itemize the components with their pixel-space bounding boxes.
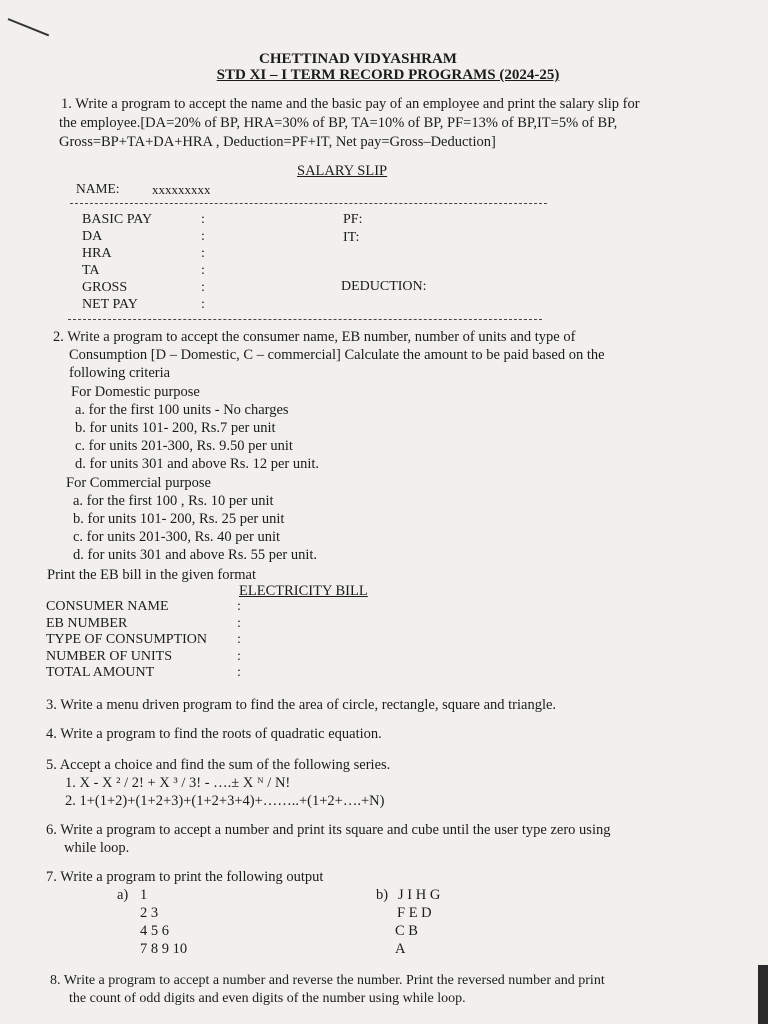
bill-row: CONSUMER NAME	[46, 599, 169, 614]
bill-row: TYPE OF CONSUMPTION	[46, 632, 208, 648]
salary-row: BASIC PAY	[82, 212, 153, 227]
print-line: Print the EB bill in the given format	[47, 567, 257, 583]
domestic-title: For Domestic purpose	[71, 384, 200, 400]
bill-rows	[46, 599, 207, 682]
pattern-b-row-2: F E D	[397, 905, 432, 921]
q8-line2: the count of odd digits and even digits of the number using while loop.	[69, 991, 466, 1006]
colon: :	[201, 297, 205, 312]
commercial-list	[73, 492, 317, 564]
salary-colons	[201, 211, 205, 313]
colon: :	[237, 599, 241, 614]
electricity-bill-title: ELECTRICITY BILL	[239, 583, 368, 599]
colon: :	[237, 615, 241, 631]
q7-line1: 7. Write a program to print the following output	[46, 869, 324, 885]
colon: :	[201, 212, 205, 227]
pattern-row: 2 3	[140, 905, 159, 921]
pattern-b-row-4: A	[395, 941, 406, 957]
q3-text: 3. Write a menu driven program to find the area of circle, rectangle, square and triangle.	[46, 697, 557, 713]
q8-line1: 8. Write a program to accept a number and reverse the number. Print the reversed number and print	[50, 973, 605, 988]
colon: :	[237, 665, 241, 681]
q1-line3: Gross=BP+TA+DA+HRA , Deduction=PF+IT, Net pay=Gross–Deduction]	[59, 134, 496, 150]
salary-rows	[82, 211, 152, 313]
it-label: IT:	[343, 230, 360, 245]
q2-line3: following criteria	[69, 365, 171, 381]
list-item: a. for the first 100 units - No charges	[75, 402, 289, 418]
bill-row: TOTAL AMOUNT	[46, 665, 155, 681]
name-label: NAME:	[76, 181, 120, 196]
q4-text: 4. Write a program to find the roots of quadratic equation.	[46, 726, 382, 742]
name-value: xxxxxxxxx	[152, 182, 211, 197]
pattern-b-row-1: J I H G	[398, 887, 441, 903]
school-title: CHETTINAD VIDYASHRAM	[259, 51, 457, 67]
pattern-row: 7 8 9 10	[140, 941, 188, 957]
deduction-label: DEDUCTION:	[341, 279, 427, 294]
colon: :	[201, 263, 205, 278]
q6-line2: while loop.	[64, 840, 130, 856]
record-subtitle: STD XI – I TERM RECORD PROGRAMS (2024-25)	[216, 67, 560, 83]
list-item: a. for the first 100 , Rs. 10 per unit	[73, 493, 274, 509]
pattern-a-label: a)	[117, 887, 129, 903]
divider	[70, 203, 547, 204]
pattern-row: 1	[140, 887, 148, 903]
salary-row: TA	[82, 263, 100, 278]
commercial-title: For Commercial purpose	[66, 475, 211, 491]
list-item: c. for units 201-300, Rs. 9.50 per unit	[75, 438, 293, 454]
q5-series-1: 1. X - X ² / 2! + X ³ / 3! - ….± X ᴺ / N!	[65, 775, 291, 791]
list-item: d. for units 301 and above Rs. 55 per unit.	[73, 547, 318, 563]
q5-series-2: 2. 1+(1+2)+(1+2+3)+(1+2+3+4)+……..+(1+2+….+N)	[65, 793, 385, 809]
bill-row: EB NUMBER	[46, 615, 128, 631]
q1-line2: the employee.[DA=20% of BP, HRA=30% of BP, TA=10% of BP, PF=13% of BP,IT=5% of BP,	[59, 115, 618, 131]
pen-mark	[8, 18, 50, 36]
colon: :	[237, 648, 241, 664]
domestic-list	[75, 401, 319, 473]
pattern-a	[140, 886, 187, 958]
q5-line1: 5. Accept a choice and find the sum of the following series.	[46, 757, 391, 773]
salary-slip-title: SALARY SLIP	[297, 163, 388, 179]
salary-row: GROSS	[82, 280, 128, 295]
page-edge-shadow	[758, 965, 768, 1024]
colon: :	[201, 280, 205, 295]
salary-row: HRA	[82, 246, 112, 261]
q2-line2: Consumption [D – Domestic, C – commercial] Calculate the amount to be paid based on the	[69, 347, 605, 363]
list-item: c. for units 201-300, Rs. 40 per unit	[73, 529, 281, 545]
list-item: d. for units 301 and above Rs. 12 per unit.	[75, 456, 320, 472]
list-item: b. for units 101- 200, Rs. 25 per unit	[73, 511, 285, 527]
list-item: b. for units 101- 200, Rs.7 per unit	[75, 420, 276, 436]
pattern-b-label: b)	[376, 887, 389, 903]
salary-row: NET PAY	[82, 297, 138, 312]
colon: :	[237, 632, 241, 648]
pf-label: PF:	[343, 212, 363, 227]
bill-row: NUMBER OF UNITS	[46, 648, 173, 664]
colon: :	[201, 246, 205, 261]
bill-colons	[237, 599, 241, 682]
divider	[68, 319, 542, 320]
q2-line1: 2. Write a program to accept the consumer name, EB number, number of units and type of	[53, 329, 576, 345]
salary-row: DA	[82, 229, 103, 244]
pattern-b-row-3: C B	[395, 923, 418, 939]
q6-line1: 6. Write a program to accept a number and print its square and cube until the user type zero using	[46, 822, 611, 838]
colon: :	[201, 229, 205, 244]
q1-line1: 1. Write a program to accept the name and the basic pay of an employee and print the salary slip for	[61, 96, 640, 112]
pattern-row: 4 5 6	[140, 923, 169, 939]
